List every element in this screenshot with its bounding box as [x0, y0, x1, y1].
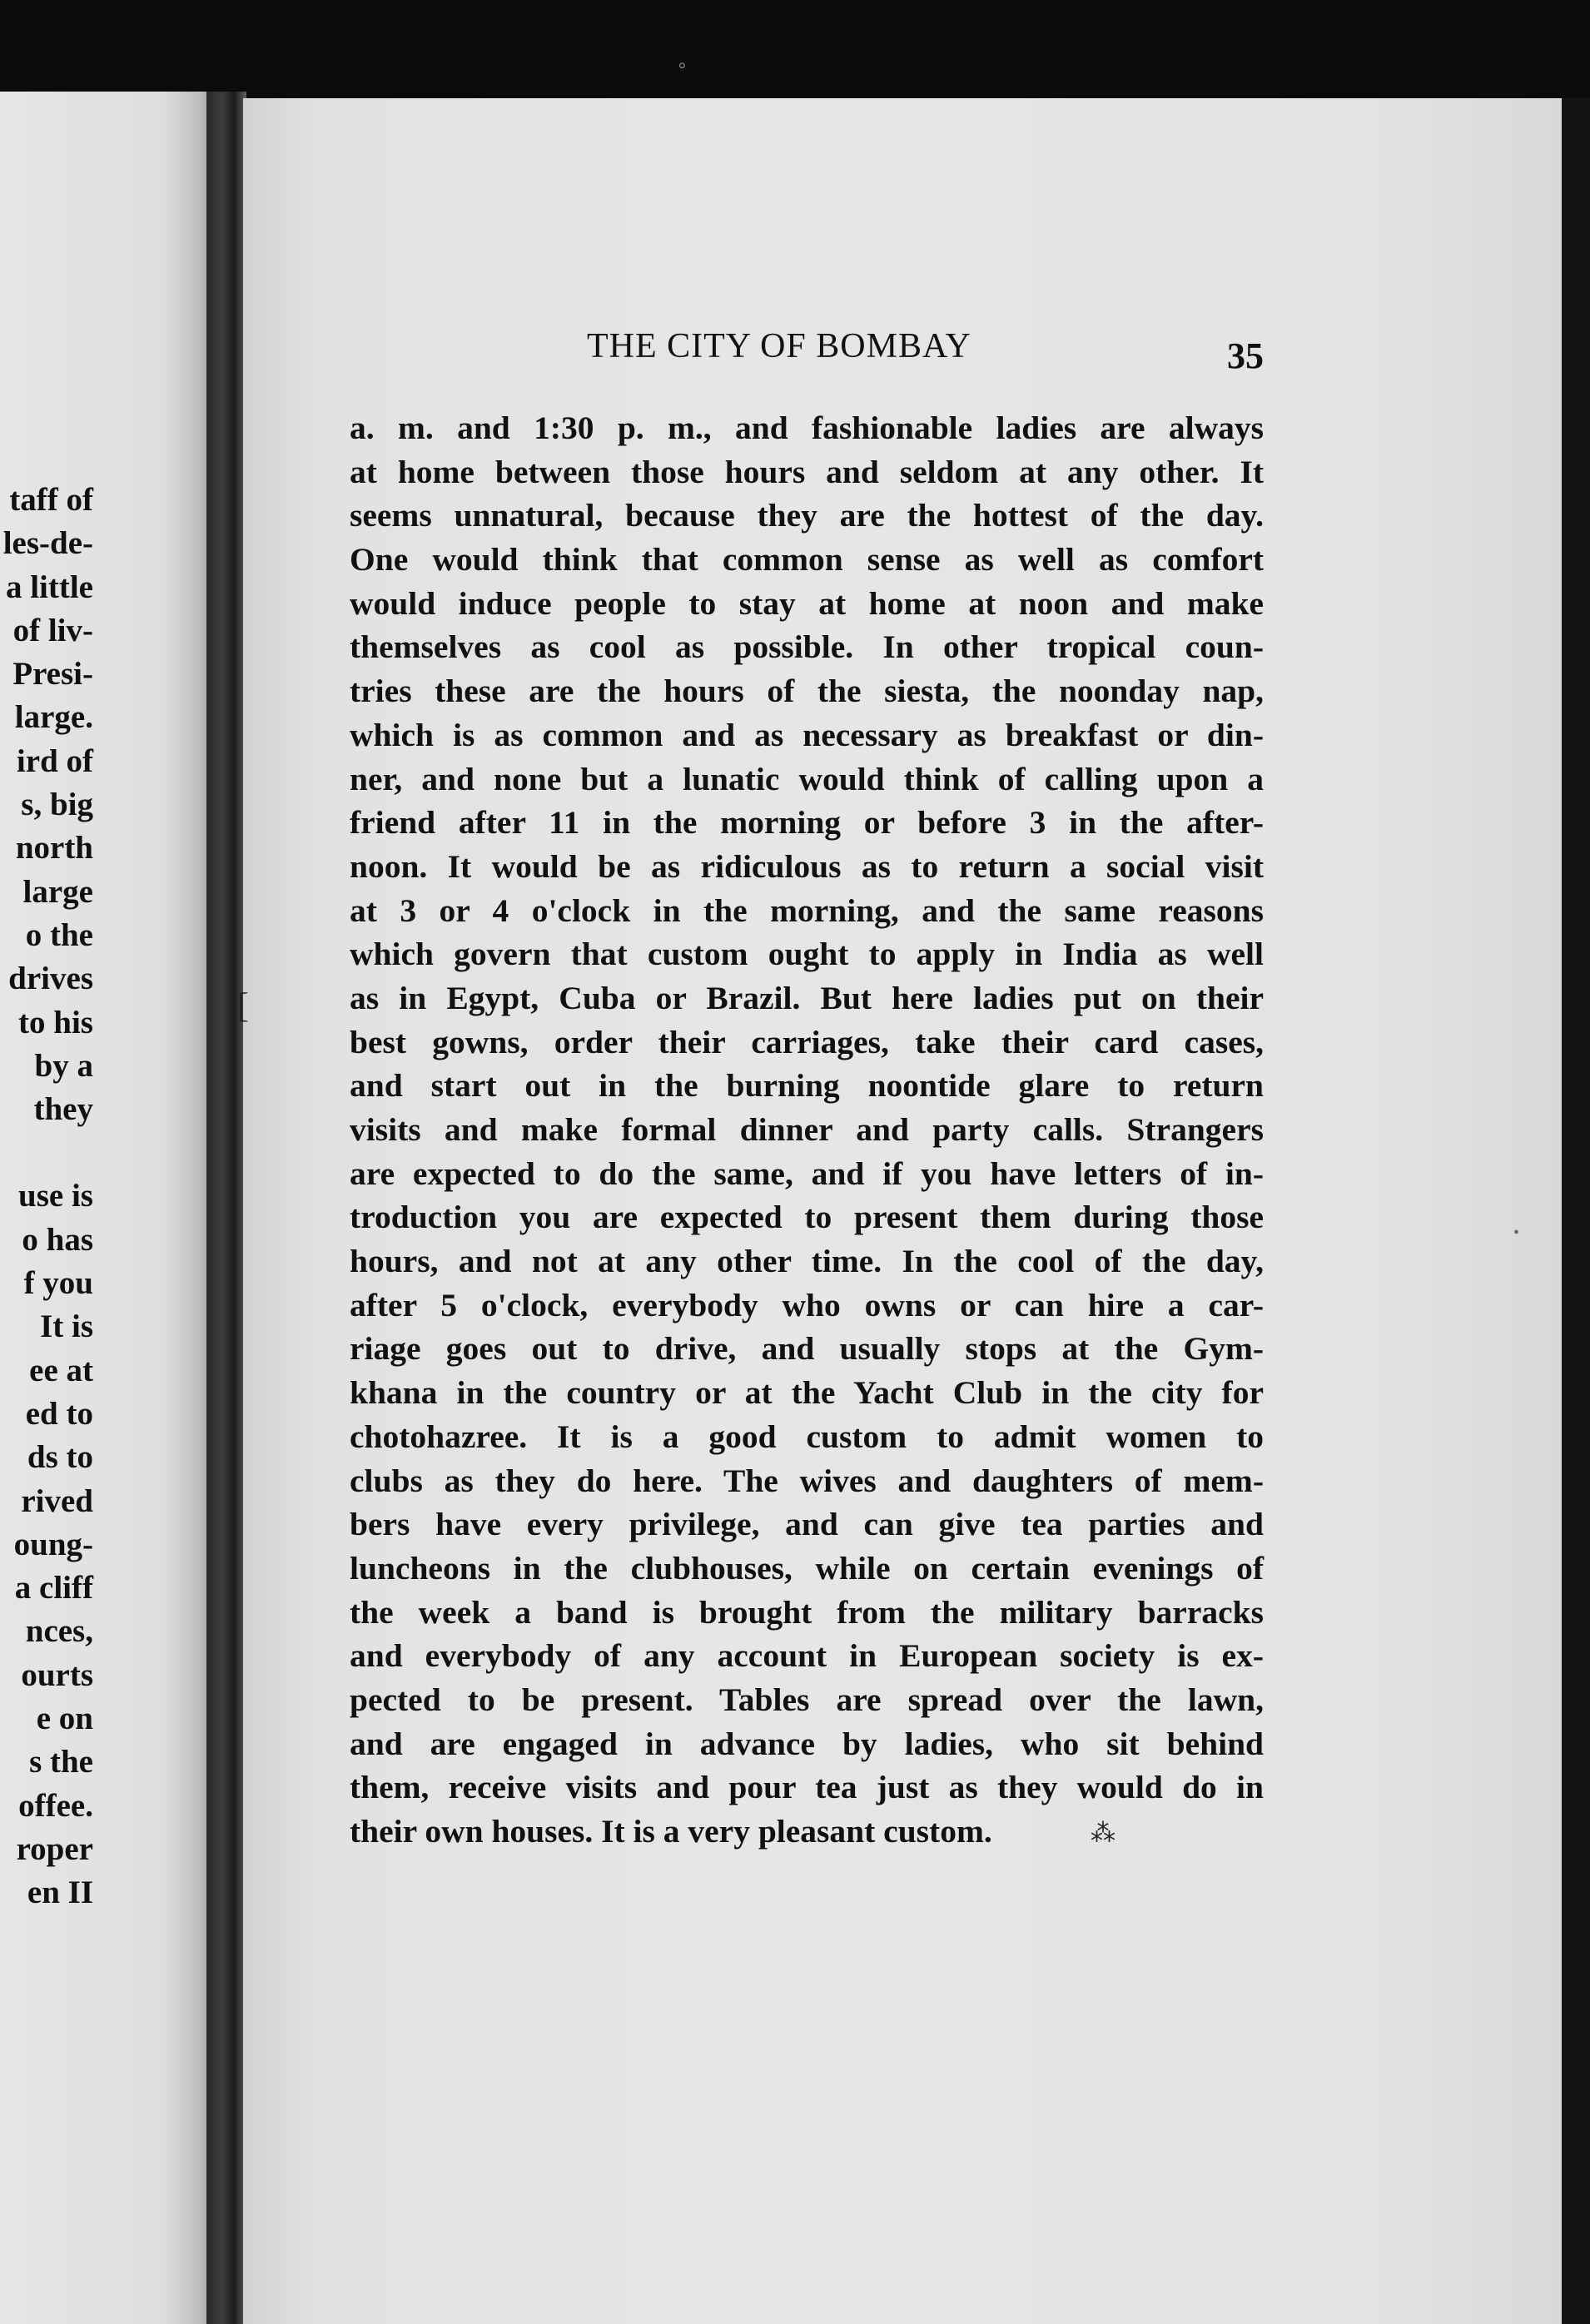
body-text-line: chotohazree. It is a good custom to admit women to [350, 1418, 1264, 1455]
left-page-fragment-line: les-de- [2, 525, 93, 562]
left-page-fragment-line: e on [36, 1701, 93, 1737]
body-text-line: noon. It would be as ridiculous as to return a social visit [350, 847, 1264, 885]
end-ornament-mark: ⁂ [1091, 1820, 1115, 1847]
left-page-fragment-line: oung- [13, 1526, 93, 1562]
left-page-fragment-line: roper [16, 1830, 93, 1867]
body-text-line: the week a band is brought from the military barracks [350, 1593, 1264, 1631]
left-page-fragment-line: o the [25, 916, 93, 953]
left-page-fragment-line: they [33, 1091, 93, 1128]
left-page-fragment-line: a little [5, 569, 93, 605]
left-page-fragment-line: It is [40, 1308, 93, 1345]
left-page-fragment-line: ourts [21, 1656, 93, 1693]
left-page-fragment-line: taff of [9, 482, 93, 518]
scan-speck-mark: ° [678, 58, 686, 79]
body-text-line: and everybody of any account in European society is ex- [350, 1637, 1264, 1675]
left-page-fragment-line: large [22, 873, 93, 910]
body-text-line: their own houses. It is a very pleasant custom. [350, 1813, 992, 1850]
body-text-line: hours, and not at any other time. In the cool of the day, [350, 1243, 1264, 1280]
body-text-line: and are engaged in advance by ladies, who sit behind [350, 1725, 1264, 1762]
body-text-line: ner, and none but a lunatic would think of calling upon a [350, 760, 1264, 797]
left-facing-page [0, 92, 218, 2324]
left-page-fragment-line: offee. [18, 1787, 93, 1824]
body-text-line: luncheons in the clubhouses, while on certain evenings of [350, 1549, 1264, 1587]
body-text-line: clubs as they do here. The wives and daughters of mem- [350, 1462, 1264, 1499]
left-page-fragment-line: nces, [25, 1613, 93, 1650]
left-page-fragment-line: use is [18, 1178, 93, 1214]
running-head: THE CITY OF BOMBAY [587, 327, 971, 365]
left-page-fragment-line [0, 1131, 93, 1174]
left-page-fragment-line: ird of [16, 742, 93, 779]
left-page-fragment-line: of liv- [12, 612, 93, 648]
page-body-text [350, 406, 1264, 1854]
body-text-line: khana in the country or at the Yacht Club in the city for [350, 1374, 1264, 1412]
body-text-line: them, receive visits and pour tea just as they would do in [350, 1769, 1264, 1806]
margin-bracket-mark: [ [237, 987, 249, 1025]
body-text-line: themselves as cool as possible. In other tropical coun- [350, 628, 1264, 666]
left-page-fragment-line: large. [14, 699, 93, 736]
left-page-fragment-line: rived [21, 1482, 93, 1519]
body-text-line: and start out in the burning noontide glare to return [350, 1067, 1264, 1105]
left-page-fragment-line: s the [29, 1744, 93, 1780]
body-text-line: as in Egypt, Cuba or Brazil. But here ladies put on their [350, 979, 1264, 1016]
book-spine-shadow [206, 92, 246, 2324]
left-page-fragment-line: by a [34, 1047, 93, 1084]
body-text-line: a. m. and 1:30 p. m., and fashionable ladies are always [350, 410, 1264, 446]
body-text-line: friend after 11 in the morning or before 3 in the after- [350, 804, 1264, 842]
left-page-text-fragments [0, 479, 93, 1915]
body-text-line: One would think that common sense as well as comfort [350, 541, 1264, 579]
body-text-line: riage goes out to drive, and usually stops at the Gym- [350, 1330, 1264, 1368]
edge-speck-mark: • [1513, 1224, 1520, 1242]
left-page-fragment-line: north [15, 830, 93, 867]
body-text-line: troduction you are expected to present them during those [350, 1199, 1264, 1236]
body-text-line: best gowns, order their carriages, take their card cases, [350, 1023, 1264, 1060]
body-text-line: visits and make formal dinner and party calls. Strangers [350, 1111, 1264, 1148]
body-text-line: seems unnatural, because they are the hottest of the day. [350, 497, 1264, 534]
body-text-line: tries these are the hours of the siesta, the noonday nap, [350, 673, 1264, 710]
left-page-fragment-line: ed to [25, 1395, 93, 1432]
body-text-line: are expected to do the same, and if you have letters of in- [350, 1155, 1264, 1192]
left-page-fragment-line: ds to [27, 1439, 93, 1476]
left-page-fragment-line: Presi- [12, 656, 93, 693]
body-text-line: after 5 o'clock, everybody who owns or can hire a car- [350, 1286, 1264, 1323]
left-page-fragment-line: ee at [29, 1352, 93, 1388]
left-page-fragment-line: a cliff [14, 1570, 93, 1606]
left-page-fragment-line: s, big [21, 787, 93, 823]
left-page-fragment-line: drives [8, 961, 93, 997]
body-text-line: bers have every privilege, and can give tea parties and [350, 1506, 1264, 1543]
body-text-line: would induce people to stay at home at noon and make [350, 584, 1264, 622]
body-text-line: pected to be present. Tables are spread over the lawn, [350, 1681, 1264, 1718]
left-page-fragment-line: o has [22, 1221, 93, 1258]
left-page-fragment-line: to his [18, 1004, 93, 1040]
body-text-line: which govern that custom ought to apply in India as well [350, 936, 1264, 973]
body-text-line: which is as common and as necessary as breakfast or din- [350, 716, 1264, 753]
page-number: 35 [1227, 335, 1264, 376]
body-text-line: at home between those hours and seldom at any other. It [350, 453, 1264, 490]
right-page-edge-shadow [1562, 98, 1590, 2324]
left-page-fragment-line: f you [23, 1265, 93, 1302]
left-page-fragment-line: en II [27, 1875, 93, 1911]
body-text-line: at 3 or 4 o'clock in the morning, and the same reasons [350, 891, 1264, 929]
